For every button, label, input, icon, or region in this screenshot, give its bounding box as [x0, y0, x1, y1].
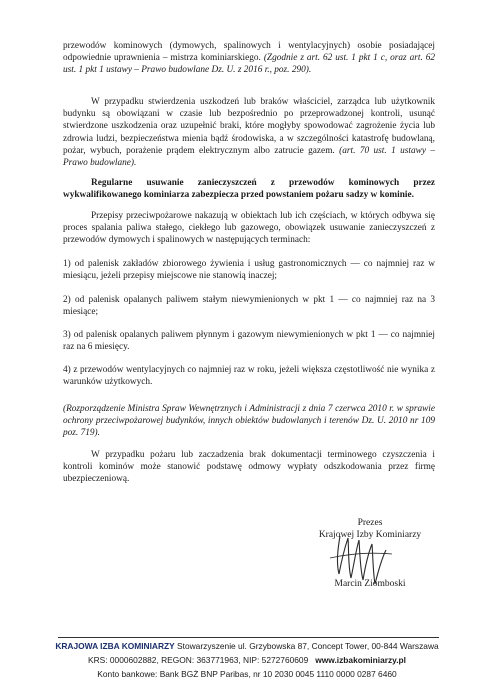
- footer-line-2: [0, 655, 494, 666]
- paragraph-2-citation: (art. 70 ust. 1 ustawy – Prawo budowlane).: [63, 145, 436, 169]
- footer-divider: [58, 637, 439, 638]
- paragraph-4: W przypadku pożaru lub zaczadzenia brak dokumentacji terminowego czyszczenia i kontroli kominów może stanowić podstawę odmowy wypłaty odszkodowania przez firmę ubezpieczeniową.: [63, 450, 435, 485]
- signatory-name: Marcin Ziomboski: [334, 579, 406, 589]
- paragraph-2-text: W przypadku stwierdzenia uszkodzeń lub braków właściciel, zarządca lub użytkownik budynku są obowiązani w czasie lub bezpośrednio po przeprowadzonej kontroli, usunąć stwierdzone uszkodzenia oraz uzupełnić braki, które mogłyby spowodować zagrożenie życia lub zdrowia ludzi, bezpieczeństwa mienia bądź środowiska, a w szczególności katastrofę budowlaną, pożar, wybuch, porażenie prądem elektrycznym albo zatrucie gazem.: [63, 97, 435, 156]
- paragraph-1-text: przewodów kominowych (dymowych, spalinowych i wentylacyjnych) osobie posiadającej odpowiednie uprawnienia – mistrza kominiarskiego.: [63, 41, 435, 64]
- signature-organization: Krajowej Izby Kominiarzy: [318, 530, 422, 540]
- list-item-3: 3) od palenisk opalanych paliwem płynnym i gazowym niewymienionych w pkt 1 — co najmniej raz na 6 miesięcy.: [63, 330, 435, 353]
- paragraph-1: [63, 40, 435, 77]
- footer-org-name: KRAJOWA IZBA KOMINIARZY: [55, 641, 175, 651]
- footer-line-3: Konto bankowe: Bank BGŻ BNP Paribas, nr 10 2030 0045 1110 0000 0287 6460: [97, 669, 397, 679]
- section-heading: Regularne usuwanie zanieczyszczeń z przewodów kominowych przez wykwalifikowanego kominiarza zabezpiecza przed powstaniem pożaru sadzy w kominie.: [63, 178, 435, 201]
- footer-website-link[interactable]: www.izbakominiarzy.pl: [315, 655, 406, 665]
- list-item-4: 4) z przewodów wentylacyjnych co najmniej raz w roku, jeżeli większa częstotliwość nie wynika z warunków użytkowych.: [63, 365, 435, 388]
- footer-address: Stowarzyszenie ul. Grzybowska 87, Concept Tower, 00-844 Warszawa: [174, 641, 439, 651]
- signature-title: Prezes: [357, 518, 383, 528]
- paragraph-1-citation: (Zgodnie z art. 62 ust. 1 pkt 1 c, oraz art. 62 ust. 1 pkt 1 ustawy – Prawo budowlane Dz. U. z 2016 r., poz. 290).: [63, 53, 435, 76]
- paragraph-3: Przepisy przeciwpożarowe nakazują w obiektach lub ich częściach, w których odbywa się proces spalania paliwa stałego, ciekłego lub gazowego, obowiązek usuwanie zanieczyszczeń z przewodów dymowych i spalinowych w następujących terminach:: [63, 211, 435, 246]
- footer-line-1: [0, 641, 494, 652]
- list-item-2: 2) od palenisk opalanych paliwem stałym niewymienionych w pkt 1 — co najmniej raz na 3 miesiące;: [63, 295, 435, 318]
- regulation-citation: (Rozporządzenie Ministra Spraw Wewnętrznych i Administracji z dnia 7 czerwca 2010 r. w sprawie ochrony przeciwpożarowej budynków, innych obiektów budowlanych i terenów Dz. U. 2010 nr 109 poz. 719).: [63, 404, 435, 439]
- list-item-1: 1) od palenisk zakładów zbiorowego żywienia i usług gastronomicznych — co najmniej raz w miesiącu, jeżeli przepisy miejscowe nie stanowią inaczej;: [63, 259, 435, 282]
- paragraph-2: [63, 96, 435, 169]
- footer-registry-numbers: KRS: 0000602882, REGON: 363771963, NIP: 5272760609: [88, 655, 309, 665]
